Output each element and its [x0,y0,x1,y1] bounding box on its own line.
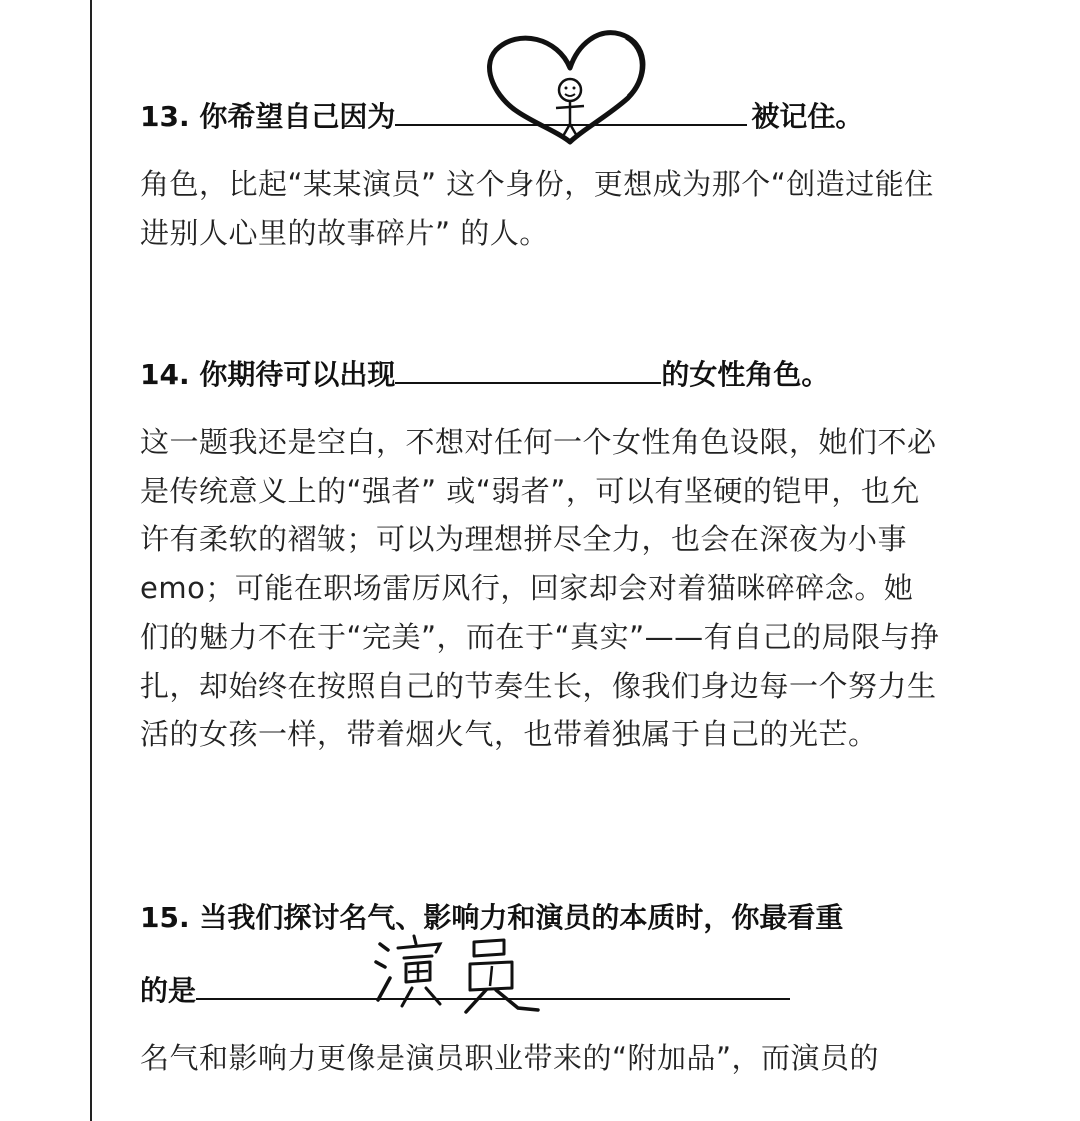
answer-13: 角色，比起“某某演员” 这个身份，更想成为那个“创造过能住进别人心里的故事碎片” 的人。 [140,167,934,250]
question-14-blank [395,352,661,384]
handwritten-answer-signature [370,930,560,1020]
question-15-prefix: 的是 [140,974,197,1007]
question-13-suffix: 被记住。 [751,100,864,133]
page-margin-rule [90,0,92,1121]
question-15-line1: 15. 当我们探讨名气、影响力和演员的本质时，你最看重 [140,901,844,934]
question-13-prefix: 13. 你希望自己因为 [140,100,396,133]
question-14-suffix: 的女性角色。 [661,358,830,391]
question-14-prefix: 14. 你期待可以出现 [140,358,396,391]
heart-doodle-icon [478,20,658,150]
answer-15: 名气和影响力更像是演员职业带来的“附加品”，而演员的 [140,1041,880,1075]
question-14 [140,352,829,395]
answer-14: 这一题我还是空白，不想对任何一个女性角色设限，她们不必是传统意义上的“强者” 或“弱者”，可以有坚硬的铠甲，也允许有柔软的褶皱；可以为理想拼尽全力，也会在深夜为小事emo；可能在职场雷厉风行，回家却会对着猫咪碎碎念。她们的魅力不在于“完美”，而在于“真实”——有自己的局限与挣扎，却始终在按照自己的节奏生长，像我们身边每一个努力生活的女孩一样，带着烟火气，也带着独属于自己的光芒。 [140,425,940,752]
